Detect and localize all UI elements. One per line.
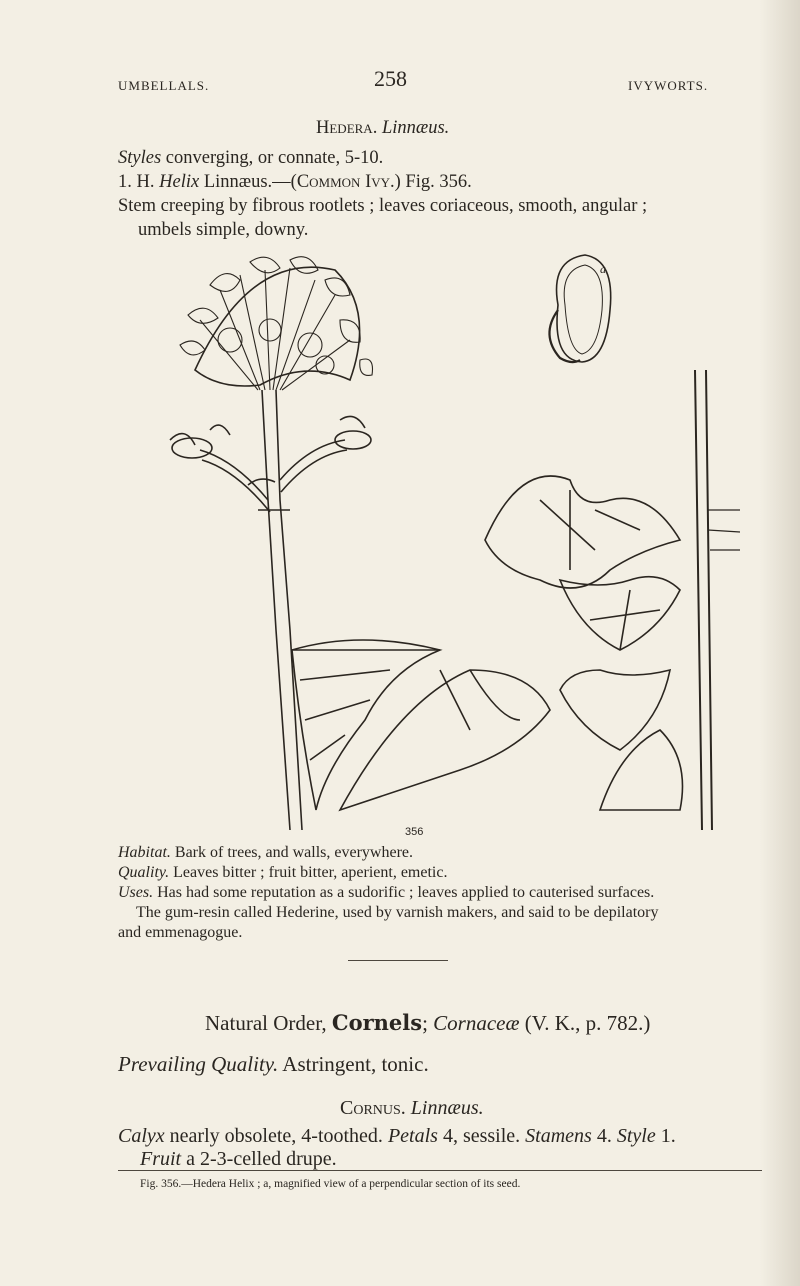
natural-order-line: Natural Order, Cornels; Cornaceæ (V. K., p. 782.)	[205, 1010, 651, 1035]
climbing-stem	[695, 370, 740, 830]
stamens-label: Stamens	[525, 1125, 592, 1147]
common-name-close: .) Fig. 356.	[390, 172, 472, 192]
uses-line-2: The gum-resin called Hederine, used by varnish makers, and said to be depilatory	[136, 904, 659, 921]
figure-caption: Fig. 356.—Hedera Helix ; a, magnified view of a perpendicular section of its seed.	[140, 1178, 521, 1190]
running-head-right: IVYWORTS.	[628, 78, 709, 93]
order-prefix: Natural Order,	[205, 1011, 327, 1035]
quality-text: Leaves bitter ; fruit bitter, aperient, emetic.	[173, 864, 448, 881]
prevailing-label: Prevailing Quality.	[118, 1052, 279, 1076]
cornus-genus: Cornus.	[340, 1097, 406, 1119]
cornus-author: Linnæus.	[410, 1097, 484, 1119]
order-latin: Cornaceæ	[433, 1011, 520, 1035]
habitat-line	[118, 844, 413, 862]
habitat-text: Bark of trees, and walls, everywhere.	[174, 844, 414, 861]
quality-line	[118, 864, 447, 882]
description-line-1: Stem creeping by fibrous rootlets ; leaves coriaceous, smooth, angular ;	[118, 196, 648, 216]
order-reference: (V. K., p. 782.)	[524, 1011, 651, 1035]
styles-text: converging, or connate, 5-10.	[165, 148, 384, 168]
species-initial: H.	[136, 172, 155, 192]
species-number: 1.	[118, 172, 132, 192]
quality-label: Quality.	[118, 864, 170, 881]
ivy-illustration	[140, 250, 760, 830]
prevailing-quality-line	[118, 1052, 429, 1077]
fruit-text: a 2-3-celled drupe.	[186, 1148, 337, 1170]
running-head-left: UMBELLALS.	[118, 78, 210, 93]
styles-label: Styles	[118, 148, 162, 168]
styles-line	[118, 148, 383, 169]
fruit-label: Fruit	[140, 1148, 182, 1170]
description-line-2: umbels simple, downy.	[138, 220, 309, 240]
main-stem	[170, 390, 371, 830]
uses-line-1	[118, 884, 654, 902]
fruit-line	[140, 1148, 337, 1171]
prevailing-text: Astringent, tonic.	[282, 1052, 429, 1076]
genus-name: Hedera.	[316, 118, 378, 138]
cornus-characters-line	[118, 1125, 676, 1148]
page-number: 258	[374, 66, 407, 91]
order-blackletter: Cornels	[331, 1010, 423, 1035]
style-text: 1.	[660, 1125, 676, 1147]
petals-text: 4, sessile.	[442, 1125, 521, 1147]
footnote-rule	[118, 1170, 762, 1171]
habitat-label: Habitat.	[118, 844, 171, 861]
figure-label-a: a	[600, 262, 606, 276]
genus-author: Linnæus.	[381, 118, 450, 138]
species-line	[118, 172, 472, 193]
petals-label: Petals	[387, 1125, 438, 1147]
uses-line-3: and emmenagogue.	[118, 924, 243, 941]
species-name: Helix	[159, 172, 200, 192]
genus-heading-cornus	[340, 1097, 484, 1120]
common-name: Common Ivy	[296, 172, 391, 192]
ivy-leaves	[340, 476, 683, 810]
genus-heading-hedera	[316, 118, 449, 139]
section-divider	[348, 960, 448, 961]
style-label: Style	[616, 1125, 656, 1147]
flower-umbel	[180, 257, 373, 390]
stamens-text: 4.	[596, 1125, 612, 1147]
uses-text-1: Has had some reputation as a sudorific ; leaves applied to cauterised surfaces.	[157, 884, 655, 901]
uses-label: Uses.	[118, 884, 154, 901]
calyx-label: Calyx	[118, 1125, 165, 1147]
page-edge-shadow	[760, 0, 800, 1286]
calyx-text: nearly obsolete, 4-toothed.	[169, 1125, 383, 1147]
figure-number: 356	[405, 826, 424, 838]
species-author: Linnæus.—(	[203, 172, 297, 192]
